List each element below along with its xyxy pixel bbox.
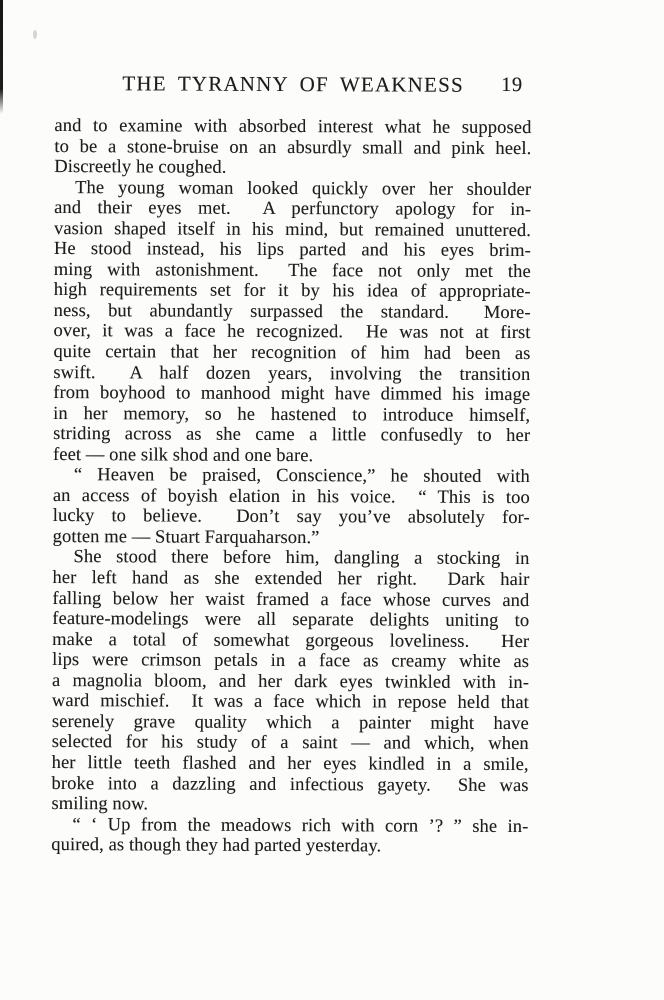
text-line: vasion shaped itself in his mind, but remained unuttered. [53, 218, 532, 241]
page-body [51, 116, 531, 858]
text-line: high requirements set for it by his idea of appropriate- [53, 280, 531, 303]
text-line: He stood instead, his lips parted and his eyes brim- [53, 239, 531, 262]
text-line: gotten me — Stuart Farquaharson.” [52, 526, 320, 549]
text-line: swift. A half dozen years, involving the transition [53, 362, 531, 385]
text-line: from boyhood to manhood might have dimmed his image [53, 383, 531, 406]
text-line: her little teeth flashed and her eyes kindled in a smile, [51, 752, 529, 776]
text-line: striding across as she came a little confusedly to her [53, 424, 531, 447]
text-line: lips were crimson petals in a face as creamy white as [52, 650, 530, 673]
scan-smudge-artifact [33, 30, 37, 39]
text-line: smiling now. [51, 794, 149, 815]
text-line: “ Heaven be praised, Conscience,” he shouted with [73, 465, 530, 488]
text-line: She stood there before him, dangling a stocking in [73, 547, 530, 570]
text-line: broke into a dazzling and infectious gayety. She was [51, 773, 529, 796]
scan-edge-artifact [0, 0, 3, 114]
page-header [55, 72, 532, 96]
text-line: quired, as though they had parted yesterday. [51, 835, 382, 857]
text-line: ness, but abundantly surpassed the standard. More- [53, 300, 531, 324]
text-line: over, it was a face he recognized. He was not at first [53, 321, 531, 344]
text-line: her left hand as she extended her right. Dark hair [52, 568, 530, 591]
text-line: and their eyes met. A perfunctory apology for in- [54, 198, 532, 221]
text-line: “ ‘ Up from the meadows rich with corn ’? ” she in- [72, 814, 529, 837]
text-line: an access of boyish elation in his voice. “ This is too [52, 485, 530, 508]
text-line: The young woman looked quickly over her shoulder [75, 177, 532, 200]
text-line: ming with astonishment. The face not only met the [53, 259, 531, 282]
text-line: feet — one silk shod and one bare. [52, 444, 314, 466]
text-line: and to examine with absorbed interest what he supposed [54, 115, 532, 139]
running-title: THE TYRANNY OF WEAKNESS [122, 71, 464, 97]
page-number: 19 [501, 73, 523, 97]
text-line: quite certain that her recognition of him had been as [53, 342, 531, 365]
text-line: to be a stone-bruise on an absurdly small and pink heel. [54, 136, 532, 159]
text-line: Discreetly he coughed. [54, 157, 227, 178]
text-line: in her memory, so he hastened to introduce himself, [53, 403, 531, 426]
text-line: falling below her waist framed a face whose curves and [52, 588, 530, 611]
text-line: make a total of somewhat gorgeous loveliness. Her [52, 629, 530, 652]
text-line: lucky to believe. Don’t say you’ve absolutely for- [52, 506, 530, 529]
text-line: feature-modelings were all separate delights uniting to [52, 609, 530, 632]
page-content [51, 0, 532, 858]
text-line: selected for his study of a saint — and which, when [51, 732, 529, 755]
text-line: serenely grave quality which a painter might have [51, 711, 529, 734]
text-line: ward mischief. It was a face which in repose held that [51, 691, 529, 714]
text-line: a magnolia bloom, and her dark eyes twinkled with in- [51, 670, 530, 693]
